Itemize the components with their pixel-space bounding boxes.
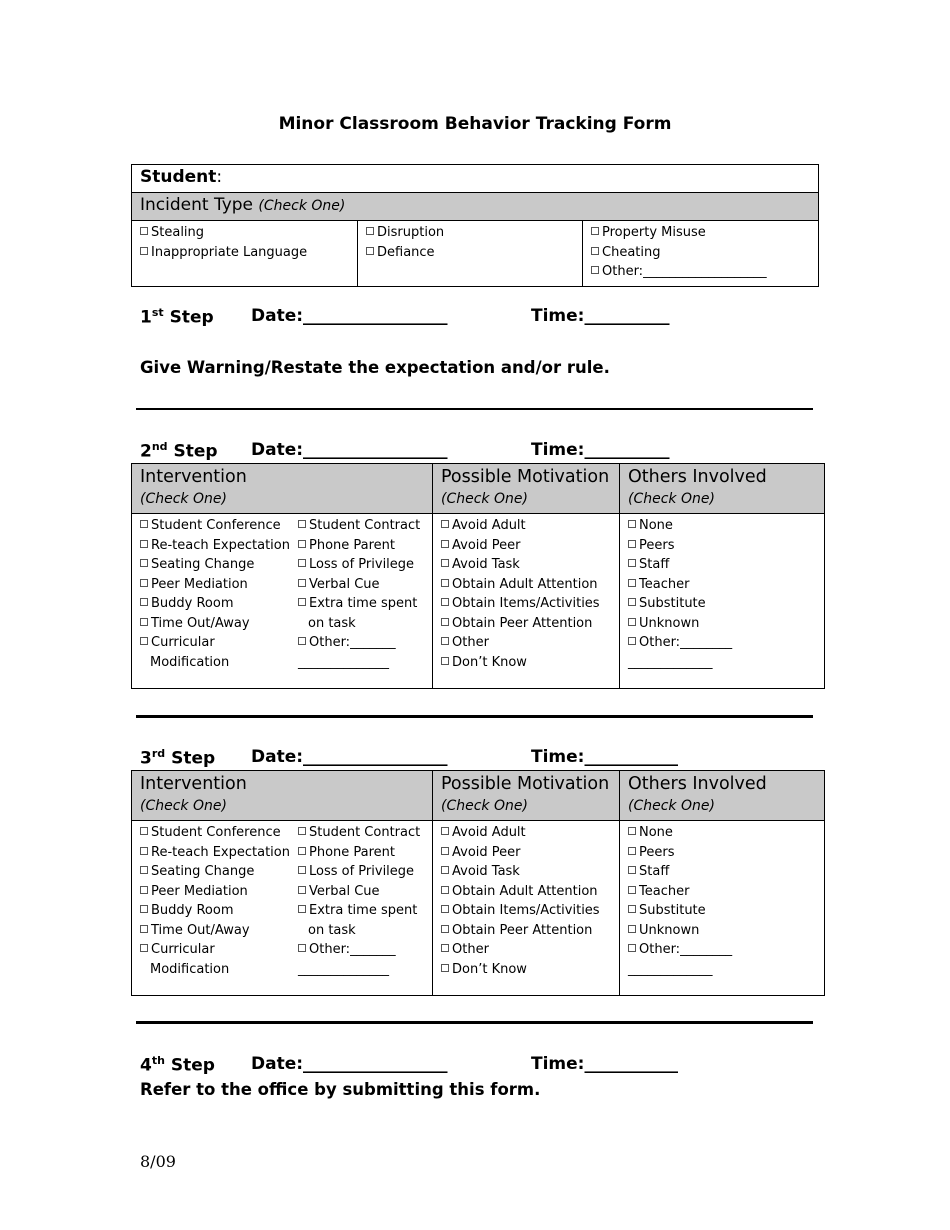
checkbox-icon[interactable]	[441, 520, 449, 528]
checkbox-option[interactable]	[441, 901, 611, 921]
step-4-row	[140, 1054, 215, 1076]
checkbox-option[interactable]	[140, 843, 298, 863]
incident-col-1	[132, 221, 358, 287]
checkbox-icon[interactable]	[140, 227, 148, 235]
checkbox-icon[interactable]	[298, 847, 306, 855]
checkbox-icon[interactable]	[298, 579, 306, 587]
step-3-row	[140, 747, 215, 769]
option-label: Peer Mediation	[151, 576, 248, 592]
header-note: (Check One)	[140, 491, 227, 507]
checkbox-option[interactable]	[628, 823, 816, 843]
checkbox-icon[interactable]	[441, 964, 449, 972]
option-label: Avoid Task	[452, 557, 520, 572]
option-label: Obtain Adult Attention	[452, 883, 598, 899]
header-note: (Check One)	[628, 798, 715, 814]
option-label: Other:_______	[309, 635, 396, 650]
footer-date: 8/09	[140, 1152, 176, 1171]
checkbox-icon[interactable]	[298, 540, 306, 548]
checkbox-icon[interactable]	[140, 847, 148, 855]
checkbox-icon[interactable]	[298, 905, 306, 913]
header-label: Others Involved	[628, 467, 767, 487]
student-label: Student	[140, 167, 217, 187]
checkbox-icon[interactable]	[628, 925, 636, 933]
option-label: Defiance	[377, 244, 435, 260]
incident-col-2	[358, 221, 583, 287]
checkbox-option[interactable]	[441, 823, 611, 843]
checkbox-option[interactable]	[140, 223, 349, 243]
checkbox-icon[interactable]	[628, 637, 636, 645]
checkbox-icon[interactable]	[298, 598, 306, 606]
checkbox-option[interactable]	[140, 516, 298, 536]
checkbox-option[interactable]	[441, 843, 611, 863]
option-label: Phone Parent	[309, 844, 396, 860]
option-label: Obtain Peer Attention	[452, 922, 593, 938]
intervention-header	[132, 771, 433, 821]
checkbox-option[interactable]	[441, 555, 611, 575]
option-label: Time Out/Away	[151, 615, 250, 631]
option-label: Avoid Adult	[452, 518, 526, 533]
option-label: Substitute	[639, 596, 706, 611]
checkbox-icon[interactable]	[591, 266, 599, 274]
option-label: Extra time spent	[309, 903, 418, 918]
header-note: (Check One)	[441, 798, 528, 814]
option-label: Buddy Room	[151, 596, 234, 611]
checkbox-option[interactable]	[298, 862, 420, 882]
checkbox-icon[interactable]	[628, 579, 636, 587]
checkbox-option[interactable]	[140, 536, 298, 556]
header-label: Possible Motivation	[441, 467, 610, 487]
checkbox-icon[interactable]	[441, 579, 449, 587]
checkbox-option[interactable]	[140, 243, 349, 263]
page-title: Minor Classroom Behavior Tracking Form	[278, 114, 672, 134]
step-1-time[interactable]: Time:__________	[531, 306, 670, 326]
checkbox-icon[interactable]	[140, 540, 148, 548]
motivation-options	[433, 514, 620, 689]
checkbox-option[interactable]	[441, 516, 611, 536]
checkbox-icon[interactable]	[140, 944, 148, 952]
checkbox-option[interactable]	[628, 843, 816, 863]
checkbox-option[interactable]	[298, 901, 420, 921]
step-4-time[interactable]: Time:___________	[531, 1054, 678, 1074]
option-label: Inappropriate Language	[151, 244, 308, 260]
incident-type-header	[132, 193, 819, 221]
incident-type-note: (Check One)	[258, 198, 346, 214]
checkbox-option[interactable]	[140, 633, 298, 653]
checkbox-icon[interactable]	[441, 637, 449, 645]
checkbox-icon[interactable]	[140, 905, 148, 913]
option-label: Re-teach Expectation	[151, 844, 290, 860]
motivation-options	[433, 821, 620, 996]
checkbox-option[interactable]	[441, 960, 611, 980]
checkbox-option[interactable]	[298, 940, 420, 960]
checkbox-option[interactable]	[628, 536, 816, 556]
divider	[136, 408, 813, 410]
checkbox-option[interactable]	[140, 882, 298, 902]
checkbox-icon[interactable]	[140, 520, 148, 528]
checkbox-icon[interactable]	[298, 827, 306, 835]
checkbox-icon[interactable]	[628, 905, 636, 913]
option-label: Avoid Peer	[452, 844, 521, 860]
checkbox-option[interactable]	[628, 575, 816, 595]
incident-col-3	[583, 221, 819, 287]
option-label: Avoid Task	[452, 864, 520, 879]
checkbox-option[interactable]	[628, 516, 816, 536]
option-label: Other	[452, 942, 489, 957]
checkbox-option[interactable]	[140, 862, 298, 882]
option-label: Don’t Know	[452, 961, 527, 977]
checkbox-option[interactable]	[298, 633, 420, 653]
checkbox-icon[interactable]	[298, 886, 306, 894]
checkbox-icon[interactable]	[441, 944, 449, 952]
checkbox-option[interactable]	[441, 653, 611, 673]
checkbox-option[interactable]	[298, 823, 420, 843]
checkbox-icon[interactable]	[591, 227, 599, 235]
step-word: Step	[173, 441, 218, 462]
checkbox-option[interactable]	[441, 921, 611, 941]
checkbox-icon[interactable]	[441, 559, 449, 567]
checkbox-icon[interactable]	[140, 866, 148, 874]
checkbox-icon[interactable]	[298, 520, 306, 528]
checkbox-icon[interactable]	[366, 247, 374, 255]
checkbox-option[interactable]	[298, 882, 420, 902]
checkbox-option[interactable]	[628, 921, 816, 941]
intervention-header	[132, 464, 433, 514]
motivation-header	[433, 771, 620, 821]
option-label: Seating Change	[151, 557, 255, 572]
checkbox-option[interactable]	[591, 223, 810, 243]
step-2-date[interactable]: Date:_________________	[251, 440, 448, 460]
motivation-header	[433, 464, 620, 514]
step-word: Step	[170, 1055, 215, 1076]
option-continuation: Modification	[150, 961, 230, 977]
checkbox-option[interactable]	[441, 614, 611, 634]
step-word: Step	[169, 307, 214, 328]
others-header	[620, 464, 825, 514]
blank-line[interactable]: ______________	[298, 961, 389, 977]
checkbox-icon[interactable]	[140, 247, 148, 255]
checkbox-option[interactable]	[140, 614, 298, 634]
option-continuation: on task	[308, 615, 356, 631]
step-suffix: rd	[151, 747, 166, 760]
step-suffix: st	[151, 306, 164, 319]
header-label: Others Involved	[628, 774, 767, 794]
incident-type-label: Incident Type	[140, 195, 253, 215]
option-label: Unknown	[639, 922, 700, 938]
option-label: Other:___________________	[602, 264, 767, 279]
student-colon: :	[216, 167, 223, 187]
header-label: Intervention	[140, 467, 247, 487]
checkbox-option[interactable]	[591, 262, 810, 282]
option-label: Loss of Privilege	[309, 864, 415, 879]
checkbox-icon[interactable]	[628, 847, 636, 855]
checkbox-option[interactable]	[628, 882, 816, 902]
option-label: Obtain Peer Attention	[452, 615, 593, 631]
option-label: Student Contract	[309, 825, 421, 840]
checkbox-icon[interactable]	[298, 637, 306, 645]
checkbox-option[interactable]	[140, 555, 298, 575]
step-1-instruction: Give Warning/Restate the expectation and/or rule.	[140, 358, 610, 377]
option-label: Don’t Know	[452, 654, 527, 670]
step-4-instruction: Refer to the office by submitting this form.	[140, 1080, 541, 1099]
checkbox-option[interactable]	[628, 633, 816, 653]
option-label: Other:________	[639, 635, 733, 650]
incident-table	[131, 164, 819, 287]
checkbox-icon[interactable]	[140, 559, 148, 567]
intervention-options	[132, 821, 433, 996]
option-label: Buddy Room	[151, 903, 234, 918]
checkbox-icon[interactable]	[441, 925, 449, 933]
checkbox-icon[interactable]	[441, 618, 449, 626]
checkbox-option[interactable]	[140, 823, 298, 843]
checkbox-icon[interactable]	[628, 520, 636, 528]
checkbox-icon[interactable]	[628, 540, 636, 548]
option-label: Peer Mediation	[151, 883, 248, 899]
option-label: Disruption	[377, 225, 445, 240]
blank-line[interactable]: _____________	[628, 654, 713, 670]
divider	[136, 1021, 813, 1024]
option-label: Staff	[639, 557, 670, 572]
checkbox-option[interactable]	[298, 555, 420, 575]
header-note: (Check One)	[628, 491, 715, 507]
checkbox-option[interactable]	[441, 594, 611, 614]
option-label: Verbal Cue	[309, 576, 380, 592]
option-label: Obtain Items/Activities	[452, 903, 600, 918]
option-label: Other:_______	[309, 942, 396, 957]
checkbox-option[interactable]	[298, 536, 420, 556]
checkbox-icon[interactable]	[628, 866, 636, 874]
checkbox-option[interactable]	[140, 921, 298, 941]
option-label: Substitute	[639, 903, 706, 918]
checkbox-icon[interactable]	[140, 637, 148, 645]
option-label: None	[639, 518, 673, 533]
option-label: Peers	[639, 844, 675, 860]
checkbox-option[interactable]	[441, 536, 611, 556]
option-label: Re-teach Expectation	[151, 537, 290, 553]
checkbox-icon[interactable]	[298, 559, 306, 567]
others-options	[620, 514, 825, 689]
option-label: Time Out/Away	[151, 922, 250, 938]
checkbox-icon[interactable]	[441, 827, 449, 835]
checkbox-icon[interactable]	[441, 657, 449, 665]
checkbox-icon[interactable]	[441, 598, 449, 606]
option-label: Curricular	[151, 942, 215, 957]
others-header	[620, 771, 825, 821]
option-label: Other:________	[639, 942, 733, 957]
header-note: (Check One)	[441, 491, 528, 507]
checkbox-icon[interactable]	[140, 925, 148, 933]
option-label: None	[639, 825, 673, 840]
checkbox-option[interactable]	[441, 940, 611, 960]
checkbox-icon[interactable]	[298, 866, 306, 874]
checkbox-option[interactable]	[628, 614, 816, 634]
step-number: 4	[140, 1055, 152, 1076]
checkbox-icon[interactable]	[140, 827, 148, 835]
step-2-grid	[131, 463, 825, 689]
option-label: Student Conference	[151, 825, 281, 840]
option-label: Obtain Adult Attention	[452, 576, 598, 592]
option-label: Phone Parent	[309, 537, 396, 553]
step-1-date[interactable]: Date:_________________	[251, 306, 448, 326]
checkbox-icon[interactable]	[628, 827, 636, 835]
option-label: Property Misuse	[602, 225, 706, 240]
step-word: Step	[171, 748, 216, 769]
option-label: Avoid Adult	[452, 825, 526, 840]
option-label: Cheating	[602, 244, 661, 260]
checkbox-icon[interactable]	[628, 618, 636, 626]
step-2-time[interactable]: Time:__________	[531, 440, 670, 460]
checkbox-icon[interactable]	[441, 886, 449, 894]
checkbox-option[interactable]	[298, 516, 420, 536]
checkbox-icon[interactable]	[140, 579, 148, 587]
option-continuation: Modification	[150, 654, 230, 670]
checkbox-icon[interactable]	[441, 540, 449, 548]
option-label: Verbal Cue	[309, 883, 380, 899]
student-field[interactable]	[132, 165, 819, 193]
checkbox-icon[interactable]	[140, 618, 148, 626]
checkbox-option[interactable]	[628, 862, 816, 882]
step-3-time[interactable]: Time:___________	[531, 747, 678, 767]
step-suffix: nd	[151, 440, 168, 453]
option-label: Avoid Peer	[452, 537, 521, 553]
checkbox-option[interactable]	[298, 575, 420, 595]
step-1-row	[140, 306, 214, 328]
option-label: Seating Change	[151, 864, 255, 879]
checkbox-option[interactable]	[628, 594, 816, 614]
checkbox-icon[interactable]	[298, 944, 306, 952]
header-label: Possible Motivation	[441, 774, 610, 794]
checkbox-option[interactable]	[140, 575, 298, 595]
divider	[136, 715, 813, 718]
blank-line[interactable]: _____________	[628, 961, 713, 977]
checkbox-icon[interactable]	[441, 866, 449, 874]
checkbox-option[interactable]	[366, 223, 574, 243]
checkbox-option[interactable]	[628, 901, 816, 921]
step-2-row	[140, 440, 218, 462]
header-label: Intervention	[140, 774, 247, 794]
checkbox-icon[interactable]	[628, 559, 636, 567]
option-continuation: on task	[308, 922, 356, 938]
checkbox-icon[interactable]	[366, 227, 374, 235]
checkbox-option[interactable]	[140, 940, 298, 960]
option-label: Obtain Items/Activities	[452, 596, 600, 611]
option-label: Unknown	[639, 615, 700, 631]
checkbox-icon[interactable]	[591, 247, 599, 255]
others-options	[620, 821, 825, 996]
step-number: 3	[140, 748, 152, 769]
checkbox-icon[interactable]	[140, 886, 148, 894]
checkbox-option[interactable]	[298, 594, 420, 614]
checkbox-option[interactable]	[441, 882, 611, 902]
blank-line[interactable]: ______________	[298, 654, 389, 670]
checkbox-icon[interactable]	[441, 905, 449, 913]
step-suffix: th	[151, 1054, 165, 1067]
option-label: Curricular	[151, 635, 215, 650]
option-label: Extra time spent	[309, 596, 418, 611]
checkbox-option[interactable]	[628, 940, 816, 960]
option-label: Student Conference	[151, 518, 281, 533]
checkbox-option[interactable]	[441, 633, 611, 653]
step-number: 1	[140, 307, 152, 328]
checkbox-option[interactable]	[140, 901, 298, 921]
option-label: Teacher	[639, 576, 690, 592]
option-label: Student Contract	[309, 518, 421, 533]
checkbox-icon[interactable]	[628, 886, 636, 894]
step-3-date[interactable]: Date:_________________	[251, 747, 448, 767]
option-label: Peers	[639, 537, 675, 553]
checkbox-icon[interactable]	[628, 944, 636, 952]
option-label: Loss of Privilege	[309, 557, 415, 572]
checkbox-icon[interactable]	[140, 598, 148, 606]
checkbox-option[interactable]	[441, 575, 611, 595]
checkbox-option[interactable]	[591, 243, 810, 263]
option-label: Staff	[639, 864, 670, 879]
step-4-date[interactable]: Date:_________________	[251, 1054, 448, 1074]
header-note: (Check One)	[140, 798, 227, 814]
checkbox-icon[interactable]	[628, 598, 636, 606]
checkbox-option[interactable]	[366, 243, 574, 263]
checkbox-icon[interactable]	[441, 847, 449, 855]
option-label: Stealing	[151, 225, 205, 240]
step-3-grid	[131, 770, 825, 996]
checkbox-option[interactable]	[628, 555, 816, 575]
option-label: Teacher	[639, 883, 690, 899]
option-label: Other	[452, 635, 489, 650]
checkbox-option[interactable]	[298, 843, 420, 863]
checkbox-option[interactable]	[441, 862, 611, 882]
intervention-options	[132, 514, 433, 689]
checkbox-option[interactable]	[140, 594, 298, 614]
step-number: 2	[140, 441, 152, 462]
